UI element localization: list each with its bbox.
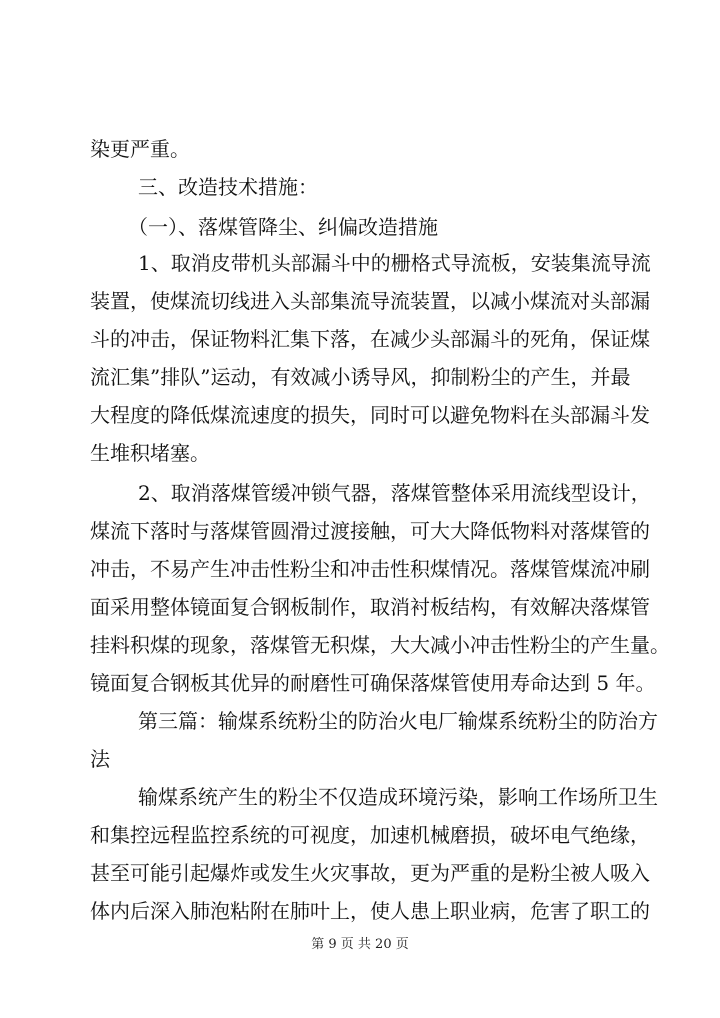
text-line: 输煤系统产生的粉尘不仅造成环境污染，影响工作场所卫生: [138, 785, 658, 809]
text-line: 生堆积堵塞。: [90, 441, 210, 465]
text-line: 流汇集”排队”运动，有效减小诱导风，抑制粉尘的产生，并最: [90, 365, 631, 389]
text-line: 体内后深入肺泡粘附在肺叶上，使人患上职业病，危害了职工的: [90, 899, 650, 923]
chapter-heading-continuation: 法: [90, 747, 110, 771]
text-line: 斗的冲击，保证物料汇集下落，在减少头部漏斗的死角，保证煤: [90, 327, 650, 351]
text-line: 和集控远程监控系统的可视度，加速机械磨损，破坏电气绝缘，: [90, 823, 650, 847]
text-line: 大程度的降低煤流速度的损失，同时可以避免物料在头部漏斗发: [90, 403, 650, 427]
text-line: 2、取消落煤管缓冲锁气器，落煤管整体采用流线型设计，: [138, 481, 651, 505]
section-heading: 三、改造技术措施：: [138, 175, 318, 199]
text-line: 挂料积煤的现象，落煤管无积煤，大大减小冲击性粉尘的产生量。: [90, 633, 670, 657]
text-line: 面采用整体镜面复合钢板制作，取消衬板结构，有效解决落煤管: [90, 595, 650, 619]
text-line: 装置，使煤流切线进入头部集流导流装置，以减小煤流对头部漏: [90, 289, 650, 313]
text-line: 甚至可能引起爆炸或发生火灾事故，更为严重的是粉尘被人吸入: [90, 861, 650, 885]
subsection-heading: （一）、落煤管降尘、纠偏改造措施: [128, 215, 438, 239]
page-number-footer: 第 9 页 共 20 页: [311, 937, 409, 952]
text-line: 煤流下落时与落煤管圆滑过渡接触，可大大降低物料对落煤管的: [90, 519, 650, 543]
text-line: 染更严重。: [90, 137, 190, 161]
text-line: 冲击，不易产生冲击性粉尘和冲击性积煤情况。落煤管煤流冲刷: [90, 557, 650, 581]
text-line: 镜面复合钢板其优异的耐磨性可确保落煤管使用寿命达到 5 年。: [90, 671, 656, 695]
text-line: 1、取消皮带机头部漏斗中的栅格式导流板，安装集流导流: [138, 251, 651, 275]
chapter-heading: 第三篇：输煤系统粉尘的防治火电厂输煤系统粉尘的防治方: [138, 709, 658, 733]
